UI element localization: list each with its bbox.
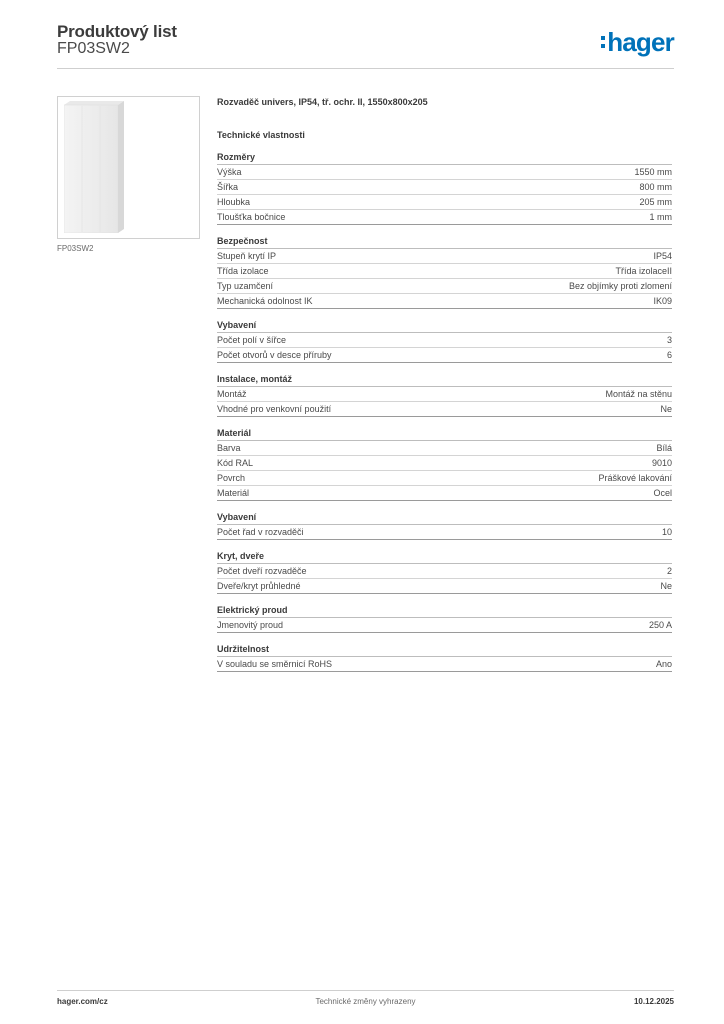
spec-section: [217, 603, 672, 633]
spec-value: Třída izolaceII: [615, 266, 672, 276]
spec-value: Montáž na stěnu: [605, 389, 672, 399]
spec-value: Bílá: [656, 443, 672, 453]
spec-label: V souladu se směrnicí RoHS: [217, 659, 333, 669]
spec-row: [217, 264, 672, 279]
product-code: FP03SW2: [57, 40, 130, 57]
spec-value: Ocel: [653, 488, 672, 498]
spec-section: [217, 234, 672, 309]
website-link[interactable]: hager.com/cz: [57, 997, 108, 1006]
spec-row: [217, 618, 672, 633]
spec-row: [217, 210, 672, 225]
page-header: [57, 20, 674, 70]
spec-label: Dveře/kryt průhledné: [217, 581, 301, 591]
spec-label: Počet řad v rozvaděči: [217, 527, 304, 537]
spec-section: [217, 150, 672, 225]
spec-label: Počet polí v šířce: [217, 335, 287, 345]
spec-section: [217, 372, 672, 417]
spec-value: 6: [666, 350, 672, 360]
page-footer: [57, 997, 674, 1011]
header-divider: [57, 68, 674, 69]
spec-row: [217, 333, 672, 348]
spec-value: 1550 mm: [634, 167, 672, 177]
logo-text: hager: [607, 27, 674, 57]
section-title: Bezpečnost: [217, 234, 672, 249]
spec-row: [217, 471, 672, 486]
spec-label: Výška: [217, 167, 242, 177]
spec-label: Vhodné pro venkovní použití: [217, 404, 332, 414]
spec-sections: [217, 150, 672, 672]
spec-row: [217, 402, 672, 417]
section-title: Kryt, dveře: [217, 549, 672, 564]
spec-value: IP54: [653, 251, 672, 261]
spec-label: Typ uzamčení: [217, 281, 274, 291]
section-title: Vybavení: [217, 510, 672, 525]
spec-label: Stupeň krytí IP: [217, 251, 277, 261]
section-title: Udržitelnost: [217, 642, 672, 657]
spec-row: [217, 441, 672, 456]
spec-label: Počet otvorů v desce příruby: [217, 350, 332, 360]
spec-label: Materiál: [217, 488, 250, 498]
spec-label: Tloušťka bočnice: [217, 212, 286, 222]
spec-section: [217, 426, 672, 501]
spec-value: Práškové lakování: [598, 473, 672, 483]
spec-label: Jmenovitý proud: [217, 620, 284, 630]
spec-label: Mechanická odolnost IK: [217, 296, 313, 306]
spec-label: Šířka: [217, 182, 239, 192]
spec-value: 10: [661, 527, 672, 537]
spec-row: [217, 249, 672, 264]
spec-value: Ne: [660, 581, 672, 591]
section-title: Elektrický proud: [217, 603, 672, 618]
spec-value: 9010: [651, 458, 672, 468]
spec-label: Montáž: [217, 389, 247, 399]
footer-notice: Technické změny vyhrazeny: [315, 997, 416, 1006]
spec-label: Povrch: [217, 473, 246, 483]
spec-row: [217, 564, 672, 579]
product-description: Rozvaděč univers, IP54, tř. ochr. II, 1550x800x205: [217, 97, 428, 107]
footer-divider: [57, 990, 674, 991]
spec-row: [217, 579, 672, 594]
section-title: Vybavení: [217, 318, 672, 333]
spec-label: Třída izolace: [217, 266, 269, 276]
image-caption: FP03SW2: [57, 244, 94, 253]
spec-row: [217, 456, 672, 471]
technical-properties-title: Technické vlastnosti: [217, 130, 305, 140]
spec-section: [217, 642, 672, 672]
spec-label: Hloubka: [217, 197, 251, 207]
spec-row: [217, 294, 672, 309]
document-title: Produktový list: [57, 22, 177, 41]
cabinet-image: [64, 101, 124, 233]
spec-value: Ano: [655, 659, 672, 669]
spec-row: [217, 657, 672, 672]
spec-label: Barva: [217, 443, 241, 453]
spec-label: Počet dveří rozvaděče: [217, 566, 307, 576]
spec-value: 1 mm: [649, 212, 672, 222]
spec-value: IK09: [653, 296, 672, 306]
spec-value: 2: [666, 566, 672, 576]
spec-row: [217, 387, 672, 402]
spec-value: 250 A: [648, 620, 672, 630]
logo-dots-icon: [601, 36, 605, 48]
spec-section: [217, 549, 672, 594]
spec-value: 205 mm: [639, 197, 672, 207]
spec-row: [217, 348, 672, 363]
product-image-frame: [57, 96, 200, 239]
spec-row: [217, 195, 672, 210]
spec-value: Ne: [660, 404, 672, 414]
hager-logo: [601, 28, 674, 56]
spec-value: 3: [666, 335, 672, 345]
spec-label: Kód RAL: [217, 458, 254, 468]
specification-table: [217, 95, 672, 681]
section-title: Materiál: [217, 426, 672, 441]
spec-section: [217, 318, 672, 363]
spec-row: [217, 486, 672, 501]
spec-section: [217, 510, 672, 540]
spec-value: 800 mm: [639, 182, 672, 192]
spec-row: [217, 165, 672, 180]
section-title: Rozměry: [217, 150, 672, 165]
spec-value: Bez objímky proti zlomení: [568, 281, 672, 291]
section-title: Instalace, montáž: [217, 372, 672, 387]
spec-row: [217, 525, 672, 540]
spec-row: [217, 180, 672, 195]
spec-row: [217, 279, 672, 294]
footer-date: 10.12.2025: [633, 997, 674, 1006]
